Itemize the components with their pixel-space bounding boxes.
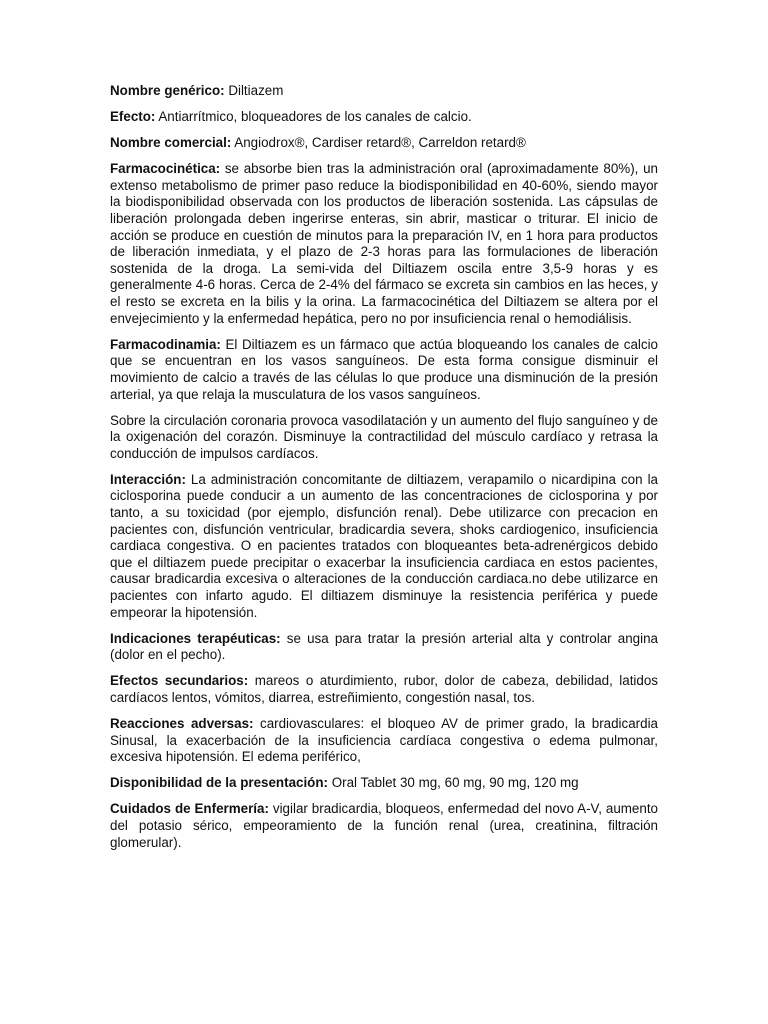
- section-text: mareos o aturdimiento, rubor, dolor de cabeza, debilidad, latidos cardíacos lentos, vómitos, diarrea, estreñimiento, congestión nasal, tos.: [110, 673, 659, 705]
- section-efectos-secundarios: [110, 673, 658, 706]
- section-label: Interacción:: [110, 471, 186, 487]
- section-circulacion-coronaria: [110, 413, 658, 463]
- document-page: [110, 83, 658, 861]
- section-label: Efectos secundarios:: [110, 673, 249, 689]
- section-cuidados-enfermeria: [110, 801, 658, 851]
- section-farmacodinamia: [110, 337, 658, 403]
- section-nombre-generico: [110, 83, 658, 100]
- section-label: Disponibilidad de la presentación:: [110, 775, 329, 791]
- section-efecto: [110, 109, 658, 126]
- section-label: Nombre comercial:: [110, 135, 232, 151]
- section-text: Sobre la circulación coronaria provoca vasodilatación y un aumento del flujo sanguíneo y de la oxigenación del corazón. Disminuye la contractilidad del músculo cardíaco y retrasa la conducción de impulsos cardíacos.: [110, 412, 658, 461]
- section-text: cardiovasculares: el bloqueo AV de primer grado, la bradicardia Sinusal, la exacerbación de la insuficiencia cardíaca congestiva o edema pulmonar, excesiva hipotensión. El edema periférico,: [110, 716, 658, 765]
- section-text: se absorbe bien tras la administración oral (aproximadamente 80%), un extenso metabolismo de primer paso reduce la biodisponibilidad en 40-60%, siendo mayor la biodisponibilidad observada con los productos de liberación sostenida. Las cápsulas de liberación prolongada deben ingerirse enteras, sin abrir, masticar o triturar. El inicio de acción se produce en cuestión de minutos para la preparación IV, en 1 hora para productos de liberación inmediata, y el plazo de 2-3 horas para las formulaciones de liberación sostenida de la droga. La semi-vida del Diltiazem oscila entre 3,5-9 horas y es generalmente 4-6 horas. Cerca de 2-4% del fármaco se excreta sin cambios en las heces, y el resto se excreta en la bilis y la orina. La farmacocinética del Diltiazem se altera por el envejecimiento y la enfermedad hepática, pero no por insuficiencia renal o hemodiálisis.: [110, 161, 658, 326]
- section-label: Farmacocinética:: [110, 161, 221, 177]
- section-indicaciones: [110, 631, 658, 664]
- section-reacciones-adversas: [110, 716, 658, 766]
- section-text: Angiodrox®, Cardiser retard®, Carreldon retard®: [231, 135, 526, 151]
- section-label: Efecto:: [110, 109, 156, 125]
- section-label: Farmacodinamia:: [110, 336, 221, 352]
- section-label: Nombre genérico:: [110, 83, 225, 98]
- section-text: vigilar bradicardia, bloqueos, enfermedad del novo A-V, aumento del potasio sérico, empeoramiento de la función renal (urea, creatinina, filtración glomerular).: [110, 801, 658, 850]
- section-text: Diltiazem: [224, 83, 284, 98]
- section-disponibilidad: [110, 775, 658, 792]
- section-text: El Diltiazem es un fármaco que actúa bloqueando los canales de calcio que se encuentran en los vasos sanguíneos. De esta forma consigue disminuir el movimiento de calcio a través de las células lo que produce una disminución de la presión arterial, ya que relaja la musculatura de los vasos sanguíneos.: [110, 336, 658, 402]
- section-text: Antiarrítmico, bloqueadores de los canales de calcio.: [155, 109, 472, 125]
- section-farmacocinetica: [110, 161, 658, 327]
- section-label: Cuidados de Enfermería:: [110, 801, 269, 817]
- section-label: Indicaciones terapéuticas:: [110, 630, 281, 646]
- section-interaccion: [110, 472, 658, 621]
- section-label: Reacciones adversas:: [110, 716, 254, 732]
- section-nombre-comercial: [110, 135, 658, 152]
- section-text: se usa para tratar la presión arterial alta y controlar angina (dolor en el pecho).: [110, 630, 658, 663]
- section-text: La administración concomitante de diltiazem, verapamilo o nicardipina con la ciclosporina puede conducir a un aumento de las concentraciones de ciclosporina y por tanto, a su toxicidad (por ejemplo, disfunción renal). Debe utilizarce con precacion en pacientes con, disfunción ventricular, bradicardia severa, shoks cardiogenico, insuficiencia cardiaca congestiva. O en pacientes tratados con bloqueantes beta-adrenérgicos debido que el diltiazem puede precipitar o exacerbar la insuficiencia cardiaca en estos pacientes, causar bradicardia excesiva o alteraciones de la conducción cardiaca.no debe utilizarce en pacientes con infarto agudo. El diltiazem disminuye la resistencia periférica y puede empeorar la hipotensión.: [110, 471, 658, 620]
- section-text: Oral Tablet 30 mg, 60 mg, 90 mg, 120 mg: [328, 775, 579, 791]
